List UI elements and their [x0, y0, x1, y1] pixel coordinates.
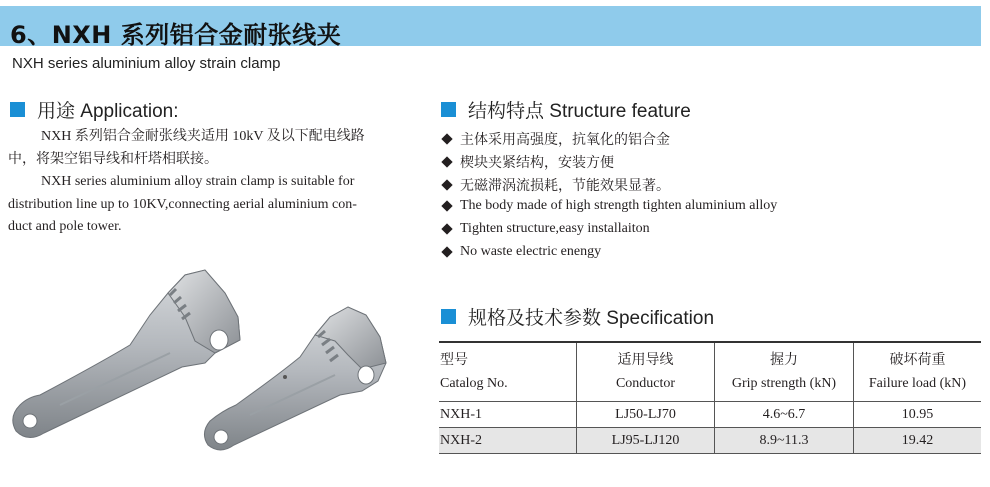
- strain-clamp-1: [13, 270, 240, 438]
- specification-heading-text: 规格及技术参数 Specification: [468, 308, 715, 329]
- spec-col-catalog: [439, 342, 577, 402]
- spec-col-en: Failure load (kN): [868, 376, 967, 391]
- diamond-bullet-icon: [441, 179, 452, 190]
- feature-item: [441, 175, 670, 195]
- spec-table: [439, 341, 981, 454]
- table-cell: LJ95-LJ120: [577, 428, 715, 454]
- square-bullet-icon: [441, 102, 456, 117]
- application-cn-line: NXH 系列铝合金耐张线夹适用 10kV 及以下配电线路: [41, 129, 365, 144]
- structure-heading: [441, 96, 691, 123]
- feature-text: No waste electric enengy: [460, 244, 602, 259]
- table-row: [439, 428, 981, 454]
- spec-col-cn: 握力: [770, 353, 798, 368]
- application-cn-line: 中，将架空铝导线和杆塔相联接。: [8, 151, 218, 167]
- spec-col-cn: 型号: [440, 353, 468, 368]
- table-row: [439, 402, 981, 428]
- application-text: [8, 126, 398, 239]
- page-subtitle: NXH series aluminium alloy strain clamp: [12, 55, 281, 72]
- feature-item: [441, 244, 601, 260]
- feature-item: [441, 221, 650, 237]
- spec-col-en: Catalog No.: [440, 376, 508, 391]
- spec-col-conductor: [577, 342, 715, 402]
- table-cell: NXH-1: [439, 402, 577, 428]
- diamond-bullet-icon: [441, 223, 452, 234]
- application-heading-text: 用途 Application:: [37, 101, 179, 122]
- application-heading: [10, 96, 179, 123]
- diamond-bullet-icon: [441, 246, 452, 257]
- application-en-line: duct and pole tower.: [8, 219, 122, 234]
- square-bullet-icon: [441, 309, 456, 324]
- feature-text: 楔块夹紧结构，安装方便: [460, 156, 614, 171]
- table-cell: NXH-2: [439, 428, 577, 454]
- diamond-bullet-icon: [441, 133, 452, 144]
- table-cell: 10.95: [854, 402, 982, 428]
- feature-text: The body made of high strength tighten aluminium alloy: [460, 198, 778, 213]
- strain-clamp-illustration: [0, 245, 430, 475]
- feature-item: [441, 129, 670, 149]
- specification-heading: [441, 303, 714, 330]
- spec-header-row: [439, 342, 981, 402]
- application-en-line: distribution line up to 10KV,connecting aerial aluminium con-: [8, 196, 357, 212]
- spec-col-en: Conductor: [615, 376, 676, 391]
- table-cell: 8.9~11.3: [715, 428, 854, 454]
- spec-col-cn: 破坏荷重: [889, 353, 946, 368]
- application-en-line: NXH series aluminium alloy strain clamp is suitable for: [41, 174, 355, 189]
- table-cell: LJ50-LJ70: [577, 402, 715, 428]
- diamond-bullet-icon: [441, 156, 452, 167]
- spec-col-failure: [854, 342, 982, 402]
- feature-text: Tighten structure,easy installaiton: [460, 221, 650, 236]
- feature-item: [441, 198, 777, 214]
- table-cell: 4.6~6.7: [715, 402, 854, 428]
- spec-col-grip: [715, 342, 854, 402]
- title-bar: [0, 6, 981, 49]
- diamond-bullet-icon: [441, 200, 452, 211]
- structure-heading-text: 结构特点 Structure feature: [468, 101, 691, 122]
- table-cell: 19.42: [854, 428, 982, 454]
- square-bullet-icon: [10, 102, 25, 117]
- page-title: 6、NXH 系列铝合金耐张线夹: [10, 21, 342, 49]
- feature-text: 主体采用高强度，抗氧化的铝合金: [460, 133, 670, 148]
- spec-col-en: Grip strength (kN): [731, 376, 837, 391]
- spec-col-cn: 适用导线: [617, 353, 674, 368]
- feature-text: 无磁滞涡流损耗，节能效果显著。: [460, 179, 670, 194]
- feature-item: [441, 152, 614, 172]
